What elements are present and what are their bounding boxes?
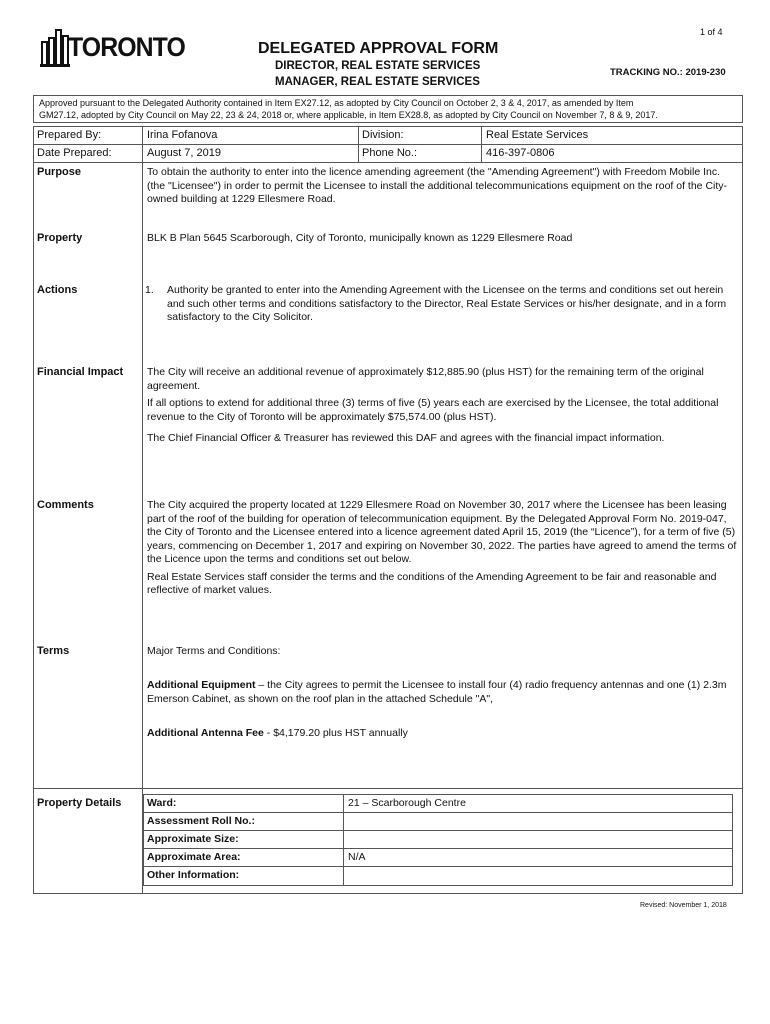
property-details-table bbox=[143, 794, 733, 886]
fee-label: Additional Antenna Fee bbox=[147, 727, 264, 739]
ward-value: 21 – Scarborough Centre bbox=[348, 797, 466, 809]
purpose-text: To obtain the authority to enter into the licence amending agreement (the "Amending Agreement") with Freedom Mobile Inc. (the "Licensee") in order to permit the Licensee to install the additional telecommunications equipment on the roof of the City-owned building at 1229 Ellesmere Road. bbox=[147, 166, 728, 205]
comments-text bbox=[147, 499, 737, 602]
division-label: Division: bbox=[362, 129, 404, 141]
phone-value: 416-397-0806 bbox=[486, 147, 555, 159]
financial-impact-label: Financial Impact bbox=[37, 366, 124, 378]
page-number: 1 of 4 bbox=[700, 27, 723, 37]
table-row bbox=[144, 831, 732, 849]
financial-p2: If all options to extend for additional three (3) terms of five (5) years each are exercised by the Licensee, the total additional revenue to the City of Toronto will be approximately $75,574.00 (plus HST). bbox=[147, 397, 719, 423]
approval-line-2: GM27.12, adopted by City Council on May 22, 23 & 24, 2018 or, where applicable, in Item EX28.8, as adopted by City Council on November 7, 8 & 9, 2017. bbox=[39, 109, 658, 120]
approximate-size-key: Approximate Size: bbox=[147, 833, 239, 845]
prepared-by-value: Irina Fofanova bbox=[147, 129, 218, 141]
form-subtitle-director: DIRECTOR, REAL ESTATE SERVICES bbox=[275, 60, 481, 72]
comments-p1: The City acquired the property located at 1229 Ellesmere Road on November 30, 2017 where the Licensee has been leasing part of the roof of the building for operation of telecommunication equipment. By the Delegated Approval Form No. 2019-047, the City of Toronto and the Licensee entered into a licence agreement dated April 15, 2019 (the “Licence”), for a term of five (5) years, commencing on December 1, 2017 and expiring on November 30, 2022. The parties have agreed to amend the terms of the Licence upon the terms and conditions set out below. bbox=[147, 499, 737, 565]
assessment-roll-key: Assessment Roll No.: bbox=[147, 815, 255, 827]
property-text: BLK B Plan 5645 Scarborough, City of Toronto, municipally known as 1229 Ellesmere Road bbox=[147, 232, 573, 244]
financial-p3: The Chief Financial Officer & Treasurer has reviewed this DAF and agrees with the financial impact information. bbox=[147, 432, 665, 444]
approximate-area-value: N/A bbox=[348, 851, 366, 863]
fee-text: - $4,179.20 plus HST annually bbox=[263, 727, 408, 739]
city-hall-icon bbox=[40, 28, 70, 68]
approximate-area-key: Approximate Area: bbox=[147, 851, 241, 863]
financial-impact-text bbox=[147, 366, 737, 450]
date-prepared-label: Date Prepared: bbox=[37, 147, 112, 159]
terms-additional-equipment bbox=[147, 679, 737, 706]
financial-p1: The City will receive an additional revenue of approximately $12,885.90 (plus HST) for the remaining term of the original agreement. bbox=[147, 366, 704, 392]
table-row bbox=[144, 795, 732, 813]
toronto-logo bbox=[40, 28, 185, 72]
phone-label: Phone No.: bbox=[362, 147, 418, 159]
prepared-by-label: Prepared By: bbox=[37, 129, 102, 141]
form-title: DELEGATED APPROVAL FORM bbox=[258, 40, 499, 57]
property-label: Property bbox=[37, 232, 83, 244]
actions-label: Actions bbox=[37, 284, 78, 296]
date-prepared-value: August 7, 2019 bbox=[147, 147, 222, 159]
terms-intro: Major Terms and Conditions: bbox=[147, 645, 281, 657]
form-subtitle-manager: MANAGER, REAL ESTATE SERVICES bbox=[275, 76, 480, 88]
revised-date: Revised: November 1, 2018 bbox=[640, 902, 727, 909]
table-row bbox=[144, 867, 732, 885]
other-information-key: Other Information: bbox=[147, 869, 240, 881]
tracking-number: TRACKING NO.: 2019-230 bbox=[610, 67, 726, 78]
terms-antenna-fee bbox=[147, 727, 737, 741]
approval-line-1: Approved pursuant to the Delegated Authority contained in Item EX27.12, as adopted by City Council on October 2, 3 & 4, 2017, as amended by Item bbox=[39, 98, 634, 108]
comments-p2: Real Estate Services staff consider the terms and the conditions of the Amending Agreement to be fair and reasonable and reflective of market values. bbox=[147, 570, 717, 596]
purpose-label: Purpose bbox=[37, 166, 82, 178]
property-details-label: Property Details bbox=[37, 797, 122, 809]
equipment-label: Additional Equipment bbox=[147, 679, 256, 691]
division-value: Real Estate Services bbox=[486, 129, 589, 141]
action-text: Authority be granted to enter into the Amending Agreement with the Licensee on the terms and conditions set out herein and such other terms and conditions satisfactory to the Director, Real Estate Services or his/her designate, and in a form satisfactory to the City Solicitor. bbox=[167, 284, 727, 323]
comments-label: Comments bbox=[37, 499, 94, 511]
terms-label: Terms bbox=[37, 645, 70, 657]
equipment-text: – the City agrees to permit the Licensee to install four (4) radio frequency antennas and one (1) 2.3m Emerson Cabinet, as shown on the roof plan in the attached Schedule "A", bbox=[147, 679, 727, 705]
ward-key: Ward: bbox=[147, 797, 177, 809]
table-row bbox=[144, 813, 732, 831]
logo-text: TORONTO bbox=[68, 32, 185, 62]
action-number: 1. bbox=[145, 284, 154, 296]
table-row bbox=[144, 849, 732, 867]
approval-authority-box bbox=[33, 95, 743, 123]
